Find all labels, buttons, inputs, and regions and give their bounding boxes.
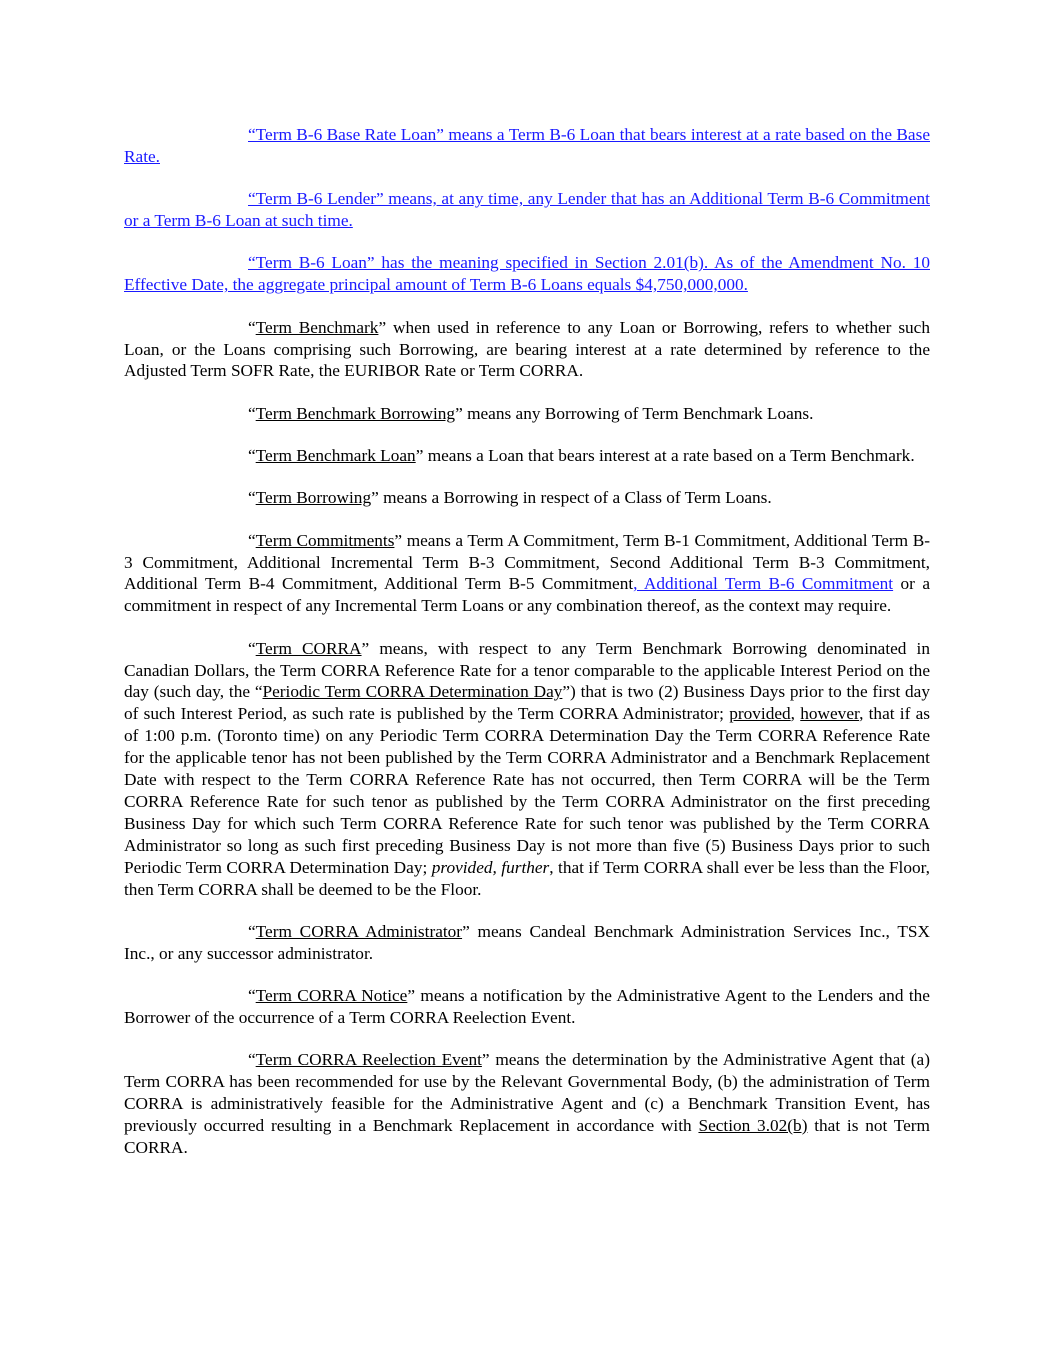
definition-term-benchmark: “Term Benchmark” when used in reference to any Loan or Borrowing, refers to whether such Loan, or the Loans comprising such Borrowing, are bearing interest at a rate determined by reference to the Adjusted Term SOFR Rate, the EURIBOR Rate or Term CORRA. <box>124 317 930 381</box>
definition-term-benchmark-borrowing: “Term Benchmark Borrowing” means any Borrowing of Term Benchmark Loans. <box>248 403 814 423</box>
section-reference: Section 3.02(b) <box>698 1116 808 1136</box>
definition-term-b6-loan <box>124 252 930 296</box>
inserted-text: , Additional Term B-6 Commitment <box>633 574 894 594</box>
definition-term-borrowing: “Term Borrowing” means a Borrowing in respect of a Class of Term Loans. <box>248 488 772 508</box>
definition-term-b6-lender <box>124 188 930 232</box>
proviso-word: however <box>800 704 860 724</box>
defined-term: Term Borrowing <box>255 488 372 508</box>
inserted-text: “Term B-6 Lender” means, at any time, any Lender that has an Additional Term B-6 Commitment or a Term B-6 Loan at such time. <box>124 189 930 231</box>
defined-term: Term CORRA Reelection Event <box>255 1050 482 1070</box>
defined-term: Term Benchmark Loan <box>255 446 416 466</box>
inserted-text: “Term B-6 Loan” has the meaning specified in Section 2.01(b). As of the Amendment No. 10 Effective Date, the aggregate principal amount of Term B-6 Loans equals $4,750,000,000. <box>124 253 930 295</box>
definition-term-b6-base-rate-loan <box>124 124 930 168</box>
definition-term-corra-reelection-event: “Term CORRA Reelection Event” means the determination by the Administrative Agent that (a) Term CORRA has been recommended for use by the Relevant Governmental Body, (b) the administration of Term CORRA is administratively feasible for the Administrative Agent and (c) a Benchmark Transition Event, has previously occurred resulting in a Benchmark Replacement in accordance with Section 3.02(b) that is not Term CORRA. <box>124 1050 930 1157</box>
defined-term: Term Commitments <box>255 530 395 550</box>
document-page <box>124 124 930 1179</box>
inserted-text: “Term B-6 Base Rate Loan” means a Term B-6 Loan that bears interest at a rate based on the Base Rate. <box>124 125 930 166</box>
defined-term: Periodic Term CORRA Determination Day <box>262 682 563 702</box>
defined-term: Term Benchmark Borrowing <box>255 403 456 423</box>
definition-term-corra-administrator: “Term CORRA Administrator” means Candeal Benchmark Administration Services Inc., TSX Inc., or any successor administrator. <box>124 921 930 963</box>
definition-term-commitments: “Term Commitments” means a Term A Commitment, Term B-1 Commitment, Additional Term B-3 Commitment, Additional Incremental Term B-3 Commitment, Second Additional Term B-3 Commitment, Additional Term B-4 Commitment, Additional Term B-5 Commitment, Additional Term B-6 Commitment or a commitment in respect of any Incremental Term Loans or any combination thereof, as the context may require. <box>124 530 930 616</box>
defined-term: Term CORRA Notice <box>255 986 408 1006</box>
proviso-word: provided <box>729 704 791 724</box>
definition-term-corra-notice: “Term CORRA Notice” means a notification by the Administrative Agent to the Lenders and the Borrower of the occurrence of a Term CORRA Reelection Event. <box>124 986 930 1027</box>
defined-term: Term CORRA Administrator <box>255 921 463 941</box>
defined-term: Term CORRA <box>255 638 362 658</box>
definition-term-benchmark-loan: “Term Benchmark Loan” means a Loan that bears interest at a rate based on a Term Benchmark. <box>248 446 915 466</box>
proviso-word: provided, further <box>431 857 550 877</box>
defined-term: Term Benchmark <box>255 317 379 337</box>
definition-term-corra: “Term CORRA” means, with respect to any Term Benchmark Borrowing denominated in Canadian Dollars, the Term CORRA Reference Rate for a tenor comparable to the applicable Interest Period on the day (such day, the “Periodic Term CORRA Determination Day”) that is two (2) Business Days prior to the first day of such Interest Period, as such rate is published by the Term CORRA Administrator; provided, however, that if as of 1:00 p.m. (Toronto time) on any Periodic Term CORRA Determination Day the Term CORRA Reference Rate for the applicable tenor has not been published by the Term CORRA Administrator and a Benchmark Replacement Date with respect to the Term CORRA Reference Rate has not occurred, then Term CORRA will be the Term CORRA Reference Rate for such tenor as published by the Term CORRA Administrator on the first preceding Business Day for which such Term CORRA Reference Rate for such tenor was published by the Term CORRA Administrator so long as such first preceding Business Day is not more than five (5) Business Days prior to such Periodic Term CORRA Determination Day; provided, further, that if Term CORRA shall ever be less than the Floor, then Term CORRA shall be deemed to be the Floor. <box>124 638 931 899</box>
